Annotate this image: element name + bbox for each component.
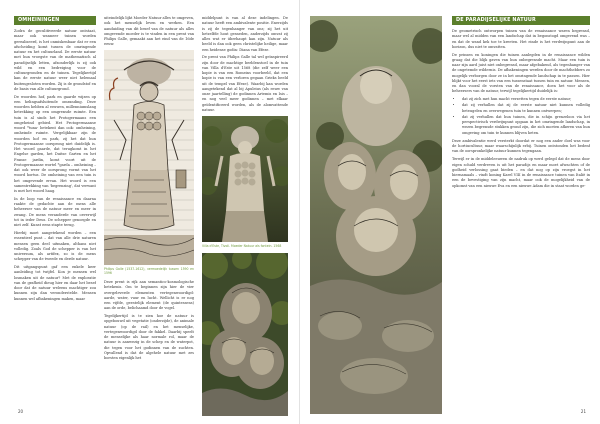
paragraph: De prinsen en koningen die tuinen aanlegden in de renaissance wilden graag dat die blijk gaven van hun onbegrensde macht. Maar een tuin is naar zijn aard juist niet onbegrensd, maar afgebakend, als tegenhanger van de ongetemde wildernis. De afbakeningen werden door de machthebbers zo mogelijk verborgen door ze in het omringende landschap in te passen. Hier blijkt voor het eerst iets van een tussenstaat tussen tuin en natuur. Mensen, en dan vooral de vorsten van de renaissance, doen het voor als de beheersers van de natuur, terwijl tegelijkertijd duidelijk is: (452, 52, 590, 94)
right-column-image (310, 16, 442, 416)
paragraph: De prent van Philips Galle tal wel geïnspireerd zijn door de machtige beeldenstoel in de tuin van Villa d'Este uit 1568 (die zelf weer een kopie is van een Romeins voorbeeld, dat een kopie is van een verloren gegaan Grieks beeld uit de tempel van Efeze). Waarbij kan worden aangetekend dat al bij Apuleius (als eeuw van onze jaartelling) de godinnen Artemis en Isis – en nog veel meer godinnen – met elkaar geïdentificeerd worden, als de alomvattende natuur. (202, 55, 288, 112)
left-column-3 (202, 16, 288, 416)
paragraph: In de loop van de renaissance en daarna raakte de gedachte aan de mens alle beheerser van de natuur meer en meer in zwang. De mens veranderde van oeverwijl tot in ieder Deus. De schepper genoegde en niet zelf. Kunst eens stapte terug. (14, 196, 96, 228)
mother-nature-engraving-illustration (104, 50, 194, 265)
paragraph: uiteindelijk lijkt Moeder Natuur alles te omgeven, ook het menselijk leven en werken. Een aanduiding van dit besef van de natuur als alles omgevende moeder is te vinden in een prent van Philips Galle, gemaakt aan het eind van de 16de eeuw. (104, 16, 194, 47)
page-number-left: 20 (18, 409, 24, 414)
list-item: • dat zij verhullen dat zij de eerste natuur niet kunnen volledig beteugelen en overwegenen tuin te kunnen ontwerpen; (462, 103, 590, 114)
paragraph: Zodra de geculitiveerde natuur ontstaat, maar ook wanneer tuinen worden gerealiseerd, is het onmiskenbaar dat er een afscheiding komt tussen de omringende natuur en het cultuurland. De eerste natuur met hun vroegste van de mathematisch al paradijselijk letten, afzonderlijk is zij ook wild en een bedreiging voor de cultuurgronden en de tuinen. Tegelijkertijd kan de eerste natuur weer niet helemaal buitengesloten worden. Zij is de grondstof en de basis van alle cultuurgrond. (14, 29, 96, 91)
grotto-fountain-illustration (310, 16, 442, 414)
grotto-sculpture-photo (310, 16, 442, 414)
image-caption: Villa d'Este, Tivoli. Moeder Natuur als fontein. 1568 (202, 243, 282, 248)
garden-sculpture-illustration (202, 253, 288, 416)
list-item: • dat zij verhullen dat hun tuinen, die in schijn grenzeloos via het perspectivisch verdwijnpunt opgaan in het omringende landschap, in wezen begrensde stukken grond zijn, die zich moeten afkeren van hun omgeving om tuin te kunnen blijven heten. (462, 115, 590, 136)
left-column-2 (104, 16, 194, 416)
paragraph: Tegelijkertijd is te zien hoe de natuur is opgebouwd uit vegetatie (onderzijde), de animale natuur (op de rail) en het menselijke, vertegenwoordigd door de fakkel. Daarbij speelt de menselijke als haar normale rol, maar de natuur is aanwezig in de schep en de waterpot, die tegen voor het godinnen van de zuchten. Opvallend is dat de algehele natuur met zes borsten eigenlijk het (104, 314, 194, 361)
paragraph: De geometrisch ontworpen tuinen van de renaissance waren begrensd, maar wel al midden van een landschap dat in begonstogd omgevend was – en dat de wand kek toe te kreeten. Het einde is het verdwijnpunt aan de horizon, dus niet te omvatten. (452, 29, 590, 49)
bullet-list (452, 97, 590, 136)
paragraph: Deze prent is rijk aan semantico-kosmologische betekenis. Om te beginnen zijn hier de vier overgeleverde elementen vertegenwoordigd: aarde, water, vuur en lucht. Wellicht is er nog een vijfde, geestelijk element (de quintessens) aan de orde, belichaamd door de vogel. (104, 280, 194, 311)
paragraph: Dit uitgangspunt gaf een enkele keer aanleiding tot twijfel. Kon je mensen wel losmaken uit de natuur? Met de exploratie van de grafheid dieug hier en daar het besef door dat de natuur weleens machtiger zou kunnen zijn dan veronderstelde. Mensen kunnen wel afbakeningen maken, maar (14, 265, 96, 301)
right-column-text (452, 16, 590, 416)
left-column-1 (14, 16, 96, 304)
paragraph: Hierbij moet aangetekend worden – een essentieel punt – dat van alle drie naturen mensen geen deel uitmaken, althans niet volledig. Zoals God de schepper is van het universum, als artifex, zo is de mens schepper van de tweede en derde natuur. (14, 231, 96, 262)
garden-sculpture-photo (202, 253, 288, 416)
fountain-statue-photo (202, 116, 288, 242)
right-page (300, 0, 600, 424)
section-title-omheiningen: OMHEININGEN (14, 16, 96, 25)
engraving-image (104, 50, 194, 265)
image-caption: Philips Galle (1537-1612), vermoedelijk tussen 1590 en 1596 (104, 267, 194, 276)
paragraph: middelpunt is van al deze indelingen. De natuur heeft een ambivalente positie. Enerzijds is zij de tegenhanger van ons; zij het uit hetzelfde hout gesneden, anderzijds omvat zij alles wat er überhaupt kan zijn. Natuur als beeld is dan ook geen christelijke heilige, maar een heidense godin: Diana van Efeze. (202, 16, 288, 52)
page-number-right: 21 (580, 409, 586, 414)
section-title-paradijselijke-natuur: DE PARADIJSELIJKE NATUUR (452, 16, 590, 25)
paragraph: Deze ambivalentie werd versterkt doordat er nog een ander doel was voor de hortiucultuur, maar waarschijnlijk erbij. Tuinen ontstonden het bedenf van de oorspronkelijke natuur kunnen tegengaan. (452, 138, 590, 154)
paragraph: De woorden hof, park en gaarde wijzen op een helingsafsluitende omranding. Deze woorden hebben al eeuwen, millenniumslang betrekking op een omgrensde ruimte. Een tuin is al sinds het Protogermaans een omgeheind gebied. Het Protogermaanse woord *tuna- betekent dan ook: omheining, omheinde ruimte. Vergelijkbaar zijn de woorden hof en park, zij het dat hun Protogermaanse oorsprong niet duidelijk is. Het woord gaarde, dat terugkomt in het Engelse garden, het Duitse Garten en het Franse jardin, komt voort uit de Protogermaanse wortel *garda – omheining – dat ook weer de oorsprong vormt van het woord hortus. De omheining van een tuin is het omgevende ervan. Het woord is een samentrekking van 'begrenzing', dat verwant is met het woord haag. (14, 94, 96, 194)
villa-deste-fountain-illustration (202, 116, 288, 242)
list-item: • dat zij zich met hun macht verzetten tegen de eerste natuur; (462, 97, 590, 102)
paragraph: Terwijl er in de middeleeuwen de nadruk op werd gelegd dat de mens door eigen schuld verdreven is uit het paradijs en maar moet afwachten of de godheid verlossing gaat bieden – en dat nog op zijn vroegst in het hiernamaals – vindt koning Karel VIII in de renaissance tuinen van Italië in een de bevestiging van zijn macht, maar ook de mogelijkheid van de opkomst van een nieuwe Eva en een nieuwe Adam die in staat worden ge- (452, 157, 590, 188)
